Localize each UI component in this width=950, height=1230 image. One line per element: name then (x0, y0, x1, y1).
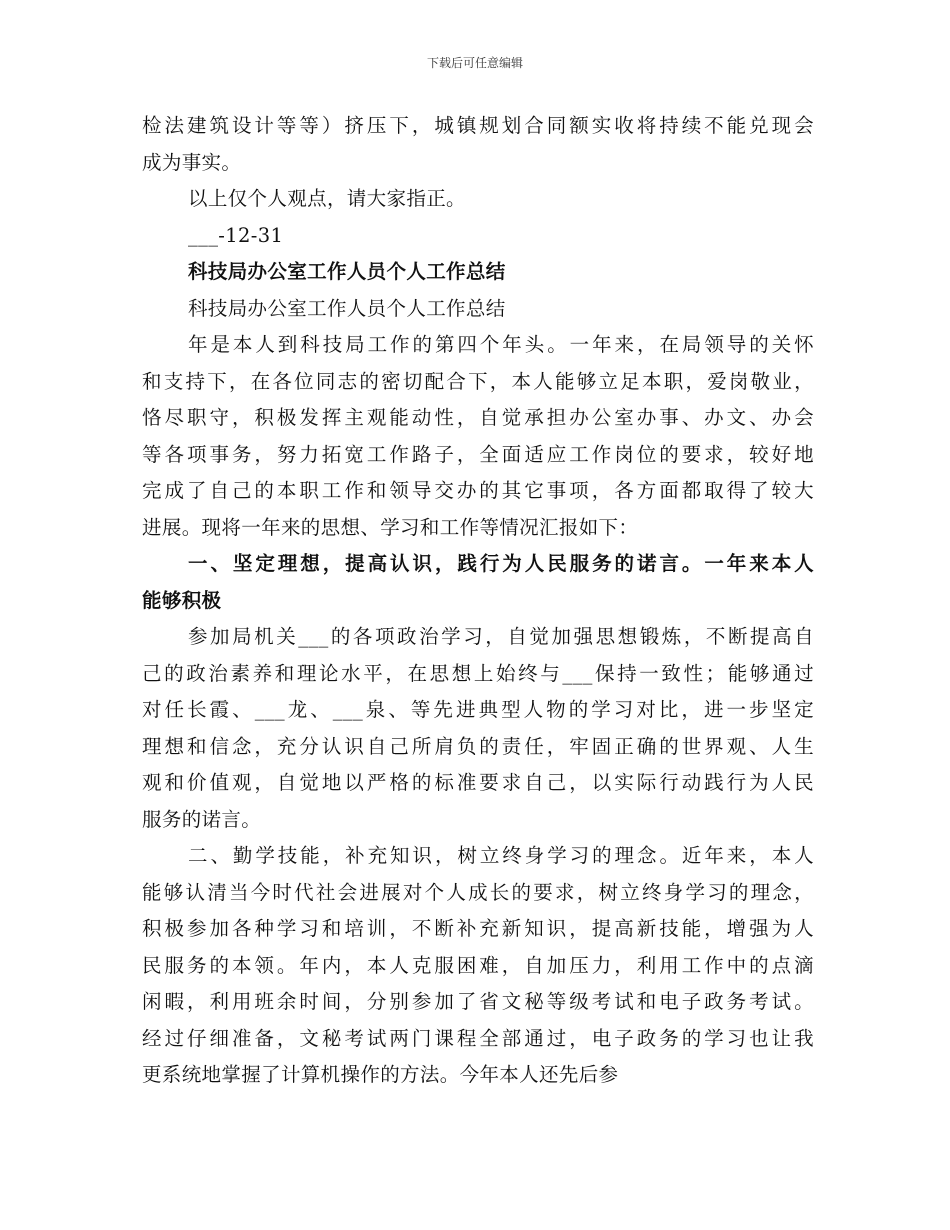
paragraph-line: 和支持下，在各位同志的密切配合下，本人能够立足本职，爱岗敬业， (142, 369, 814, 393)
paragraph-line: 参加局机关___的各项政治学习，自觉加强思想锻炼，不断提高自 (188, 625, 814, 648)
paragraph-line: 理想和信念，充分认识自己所肩负的责任，牢固正确的世界观、人生 (142, 734, 814, 758)
paragraph-line: 服务的诺言。 (142, 807, 262, 831)
heading-line: 能够积极 (142, 588, 222, 612)
paragraph-line: 成为事实。 (142, 150, 242, 174)
paragraph-line: 完成了自己的本职工作和领导交办的其它事项，各方面都取得了较大 (142, 479, 814, 502)
paragraph-line: 能够认清当今时代社会进展对个人成长的要求，树立终身学习的理念， (142, 880, 814, 904)
paragraph-line: 经过仔细准备，文秘考试两门课程全部通过，电子政务的学习也让我 (142, 1026, 814, 1050)
date-line: ___-12-31 (188, 223, 284, 247)
section-title: 科技局办公室工作人员个人工作总结 (188, 260, 506, 283)
paragraph-line: 积极参加各种学习和培训，不断补充新知识，提高新技能，增强为人 (142, 917, 814, 940)
document-body (142, 108, 814, 1094)
paragraph-line: 进展。现将一年来的思想、学习和工作等情况汇报如下： (142, 515, 639, 539)
paragraph-line: 对任长霞、___龙、___泉、等先进典型人物的学习对比，进一步坚定 (142, 698, 814, 721)
paragraph-line: 观和价值观，自觉地以严格的标准要求自己，以实际行动践行为人民 (142, 771, 814, 794)
paragraph-line: 以上仅个人观点，请大家指正。 (188, 187, 466, 210)
paragraph-line: 年是本人到科技局工作的第四个年头。一年来，在局领导的关怀 (188, 333, 814, 356)
paragraph-line: 等各项事务，努力拓宽工作路子，全面适应工作岗位的要求，较好地 (142, 442, 814, 466)
paragraph-line: 民服务的本领。年内，本人克服困难，自加压力，利用工作中的点滴 (142, 953, 814, 977)
paragraph-line: 闲暇，利用班余时间，分别参加了省文秘等级考试和电子政务考试。 (142, 990, 814, 1013)
paragraph-line: 检法建筑设计等等）挤压下，城镇规划合同额实收将持续不能兑现会 (142, 114, 814, 137)
paragraph-line: 恪尽职守，积极发挥主观能动性，自觉承担办公室办事、办文、办会 (142, 406, 814, 429)
heading-line: 一、坚定理想，提高认识，践行为人民服务的诺言。一年来本人 (188, 552, 814, 575)
section-subtitle: 科技局办公室工作人员个人工作总结 (188, 296, 506, 320)
paragraph-line: 己的政治素养和理论水平，在思想上始终与___保持一致性；能够通过 (142, 661, 814, 685)
paragraph-line: 更系统地掌握了计算机操作的方法。今年本人还先后参 (142, 1063, 619, 1086)
page-header: 下载后可任意编辑 (426, 56, 523, 70)
paragraph-line: 二、勤学技能，补充知识，树立终身学习的理念。近年来，本人 (188, 844, 814, 867)
